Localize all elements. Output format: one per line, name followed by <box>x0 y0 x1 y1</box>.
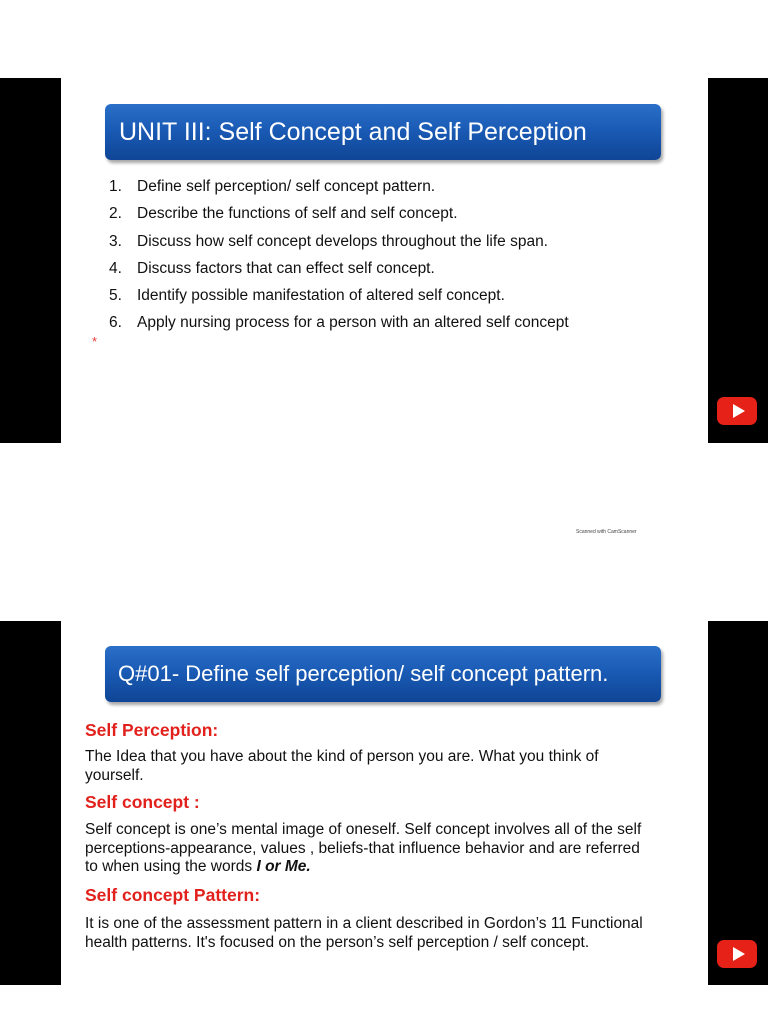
laser-pointer-mark: * <box>92 334 98 349</box>
play-icon[interactable] <box>717 940 757 968</box>
slide-1-canvas <box>61 78 708 443</box>
heading-self-concept-pattern: Self concept Pattern: <box>85 885 261 905</box>
heading-self-perception: Self Perception: <box>85 720 219 740</box>
list-item: 1. Define self perception/ self concept pattern. <box>109 178 436 195</box>
list-item: 6. Apply nursing process for a person with an altered self concept <box>109 314 569 332</box>
list-item: 4. Discuss factors that can effect self concept. <box>109 259 435 277</box>
objectives-list <box>109 177 669 341</box>
scanner-watermark: Scanned with CamScanner <box>576 529 637 535</box>
list-item: 2. Describe the functions of self and self concept. <box>109 205 458 223</box>
slide-1 <box>0 78 768 443</box>
body-self-concept-pattern: It is one of the assessment pattern in a client described in Gordon’s 11 Functional health patterns. It's focused on the person’s self perception / self concept. <box>85 915 643 951</box>
slide-2-title: Q#01- Define self perception/ self concept pattern. <box>105 646 661 702</box>
list-item: 5. Identify possible manifestation of altered self concept. <box>109 287 505 305</box>
body-self-concept: Self concept is one’s mental image of oneself. Self concept involves all of the self perceptions-appearance, values , beliefs-that influence behavior and are referred to when using the words I or Me. <box>85 821 642 875</box>
body-self-perception: The Idea that you have about the kind of person you are. What you think of yourself. <box>85 748 599 784</box>
heading-self-concept: Self concept : <box>85 792 200 812</box>
slide-2-canvas <box>61 621 708 985</box>
slide-1-title: UNIT III: Self Concept and Self Perception <box>105 104 661 160</box>
list-item: 3. Discuss how self concept develops throughout the life span. <box>109 232 548 250</box>
slide-2 <box>0 621 768 985</box>
emphasis-i-or-me: I or Me. <box>256 858 311 875</box>
play-icon[interactable] <box>717 397 757 425</box>
